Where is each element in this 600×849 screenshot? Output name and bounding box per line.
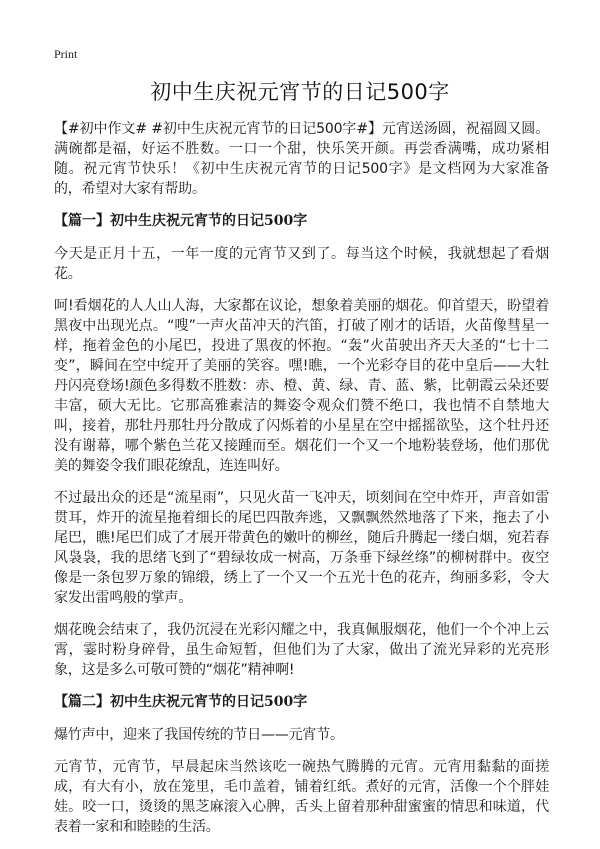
paragraph: 今天是正月十五，一年一度的元宵节又到了。每当这个时候，我就想起了看烟花。 — [54, 246, 549, 282]
paragraph: 爆竹声中，迎来了我国传统的节日——元宵节。 — [54, 727, 344, 743]
intro-paragraph: 【#初中作文# #初中生庆祝元宵节的日记500字#】元宵送汤圆，祝福圆又圆。满碗都是福，好运不胜数。一口一个甜，快乐笑开颜。再尝香满嘴，成功紧相随。祝元宵节快乐！《初中生庆祝元宵节的日记500字》是文档网为大家准备的，希望对大家有帮助。 — [54, 121, 549, 197]
section-heading: 【篇一】初中生庆祝元宵节的日记500字 — [54, 213, 308, 229]
section-heading: 【篇二】初中生庆祝元宵节的日记500字 — [54, 694, 308, 710]
section-1 — [54, 211, 549, 680]
paragraph: 烟花晚会结束了，我仍沉浸在光彩闪耀之中，我真佩服烟花，他们一个个冲上云霄，霎时粉身碎骨，虽生命短暂，但他们为了大家，做出了流光异彩的光亮形象，这是多么可敬可赞的“烟花”精神啊! — [54, 622, 549, 678]
document-body — [54, 119, 549, 849]
document-title: 初中生庆祝元宵节的日记500字 — [150, 80, 450, 104]
paragraph: 元宵节，元宵节，早晨起床当然该吃一碗热气腾腾的元宵。元宵用黏黏的面搓成，有大有小，放在笼里，毛巾盖着，铺着红纸。煮好的元宵，活像一个个胖娃娃。咬一口，烫烫的黑芝麻滚入心脾，舌头上留着那种甜蜜蜜的情思和味道，代表着一家和和睦睦的生活。 — [54, 759, 549, 835]
print-link[interactable]: Print — [54, 47, 78, 61]
section-2 — [54, 692, 549, 837]
paragraph: 不过最出众的还是“流星雨”，只见火苗一飞冲天，顷刻间在空中炸开，声音如雷贯耳，炸开的流星拖着细长的尾巴四散奔逃，又飘飘然然地落了下来，拖去了小尾巴，瞧!尾巴们成了才展开带黄色的嫩叶的柳丝，随后升腾起一缕白烟，宛若春风袅袅，我的思绪飞到了“碧绿妆成一树高，万条垂下绿丝绦”的柳树群中。夜空像是一条包罗万象的锦缎，绣上了一个又一个五光十色的花卉，绚丽多彩，令大家发出雷鸣般的掌声。 — [54, 490, 549, 606]
paragraph: 呵!看烟花的人人山人海，大家都在议论，想象着美丽的烟花。仰首望天，盼望着黑夜中出现光点。“嗖”一声火苗冲天的汽笛，打破了刚才的话语，火苗像彗星一样，拖着金色的小尾巴，投进了黑夜的怀抱。“轰”火苗驶出齐天大圣的“七十二变”，瞬间在空中绽开了美丽的笑容。嘿!瞧，一个光彩夺目的花中皇后——大牡丹闪亮登场!颜色多得数不胜数：赤、橙、黄、绿、青、蓝、紫，比朝霞云朵还要丰富，硕大无比。它那高雅素洁的舞姿令观众们赞不绝口，我也情不自禁地大叫，接着，那牡丹那牡丹分散成了闪烁着的小星星在空中摇摇欲坠，这个牡丹还没有谢幕，哪个紫色兰花又接踵而至。烟花们一个又一个地粉装登场，他们那优美的舞姿令我们眼花缭乱，连连叫好。 — [54, 298, 549, 474]
